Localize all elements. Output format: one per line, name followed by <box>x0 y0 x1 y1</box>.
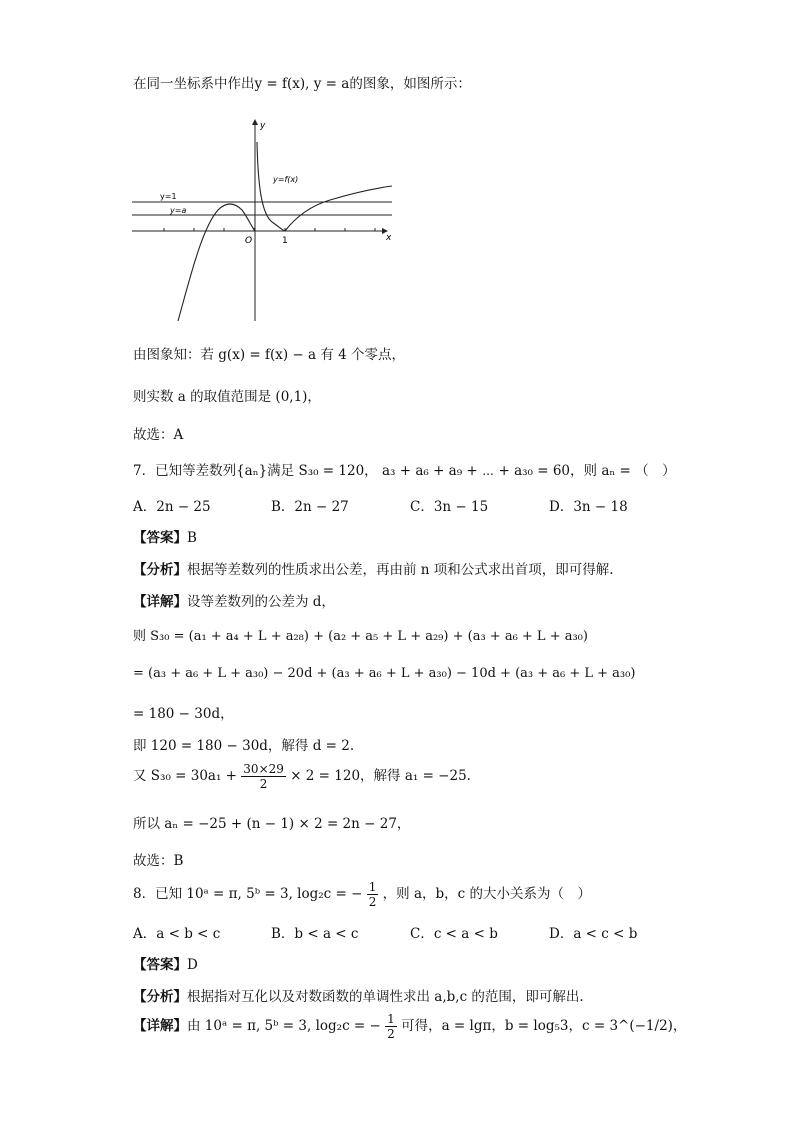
q8-analysis-line <box>133 985 584 1005</box>
q7-step-5-post: × 2 = 120，解得 a₁ = −25. <box>290 768 471 784</box>
q8-option-a: A．a < b < c <box>133 926 221 942</box>
label-x-axis: x <box>386 233 392 243</box>
q7-option-a: A．2n − 25 <box>133 499 211 515</box>
q7-step-5-num: 30×29 <box>243 762 284 776</box>
q7-step-3: = 180 − 30d， <box>133 706 234 722</box>
q7-step-2: = (a₃ + a₆ + L + a₃₀) − 20d + (a₃ + a₆ + L + a₃₀) − 10d + (a₃ + a₆ + L + a₃₀) <box>133 666 636 681</box>
q8-option-c: C．c < a < b <box>410 926 498 942</box>
q8-stem-post: ，则 a，b，c 的大小关系为（ ） <box>382 886 592 902</box>
q8-answer-line <box>133 953 198 973</box>
label-y-axis: y <box>260 121 266 131</box>
q7-option-d: D．3n − 18 <box>549 499 628 515</box>
q7-analysis: 根据等差数列的性质求出公差，再由前 n 项和公式求出首项，即可得解. <box>187 562 614 578</box>
q8-detail-num: 1 <box>387 1012 395 1026</box>
q8-detail-den: 2 <box>387 1027 395 1041</box>
q8-analysis-tag: 【分析】 <box>133 989 187 1005</box>
label-y1: y=1 <box>160 192 177 201</box>
q7-detail: 设等差数列的公差为 d， <box>187 594 335 610</box>
q7-step-5-fraction <box>241 762 286 791</box>
q8-detail-pre: 由 10ᵃ = π, 5ᵇ = 3, log₂c = − <box>187 1018 381 1034</box>
q7-option-c: C．3n − 15 <box>410 499 489 515</box>
q7-step-6: 所以 aₙ = −25 + (n − 1) × 2 = 2n − 27， <box>133 816 411 832</box>
q8-stem-pre: 8．已知 10ᵃ = π, 5ᵇ = 3, log₂c = − <box>133 886 363 902</box>
q7-stem: 7．已知等差数列{aₙ}满足 S₃₀ = 120， a₃ + a₆ + a₉ + ⋯ + a₃₀ = 60，则 aₙ = （ ） <box>133 463 676 479</box>
q7-analysis-tag: 【分析】 <box>133 562 187 578</box>
q7-step-5-pre: 又 S₃₀ = 30a₁ + <box>133 768 237 784</box>
q8-answer: D <box>187 957 198 973</box>
label-fx: y=f(x) <box>273 175 299 184</box>
conclusion-line-2: 则实数 a 的取值范围是 (0,1)， <box>133 389 321 405</box>
curve-left-branch <box>178 204 255 321</box>
q8-option-d: D．a < c < b <box>549 926 638 942</box>
q8-detail-tag: 【详解】 <box>133 1018 187 1034</box>
q7-step-1: 则 S₃₀ = (a₁ + a₄ + L + a₂₈) + (a₂ + a₅ + L + a₂₉) + (a₃ + a₆ + L + a₃₀) <box>133 629 588 644</box>
intro-line: 在同一坐标系中作出y = f(x), y = a的图象，如图所示： <box>133 76 471 92</box>
q7-answer-tag: 【答案】 <box>133 530 187 546</box>
q7-choice: 故选：B <box>133 853 184 869</box>
curve-mid-branch <box>257 142 285 231</box>
q8-answer-tag: 【答案】 <box>133 957 187 973</box>
q7-step-5-den: 2 <box>259 777 268 791</box>
q8-detail-post: 可得，a = lgπ，b = log₅3，c = 3^(−1/2)， <box>401 1018 687 1034</box>
q8-stem-den: 2 <box>368 895 377 909</box>
label-one: 1 <box>282 236 288 246</box>
q7-analysis-line <box>133 558 614 578</box>
q8-stem <box>133 880 591 909</box>
choice-q6: 故选：A <box>133 427 184 443</box>
q7-detail-line <box>133 590 335 610</box>
function-graph <box>130 118 398 324</box>
curve-right-branch <box>285 186 392 231</box>
q7-answer-line <box>133 526 197 546</box>
conclusion-line-1: 由图象知：若 g(x) = f(x) − a 有 4 个零点， <box>133 347 406 363</box>
q8-detail-fraction <box>385 1012 397 1041</box>
label-origin: O <box>245 236 253 246</box>
q8-detail-line <box>133 1012 686 1041</box>
label-ya: y=a <box>170 206 187 215</box>
q8-analysis: 根据指对互化以及对数函数的单调性求出 a,b,c 的范围，即可解出. <box>187 989 584 1005</box>
q7-step-4: 即 120 = 180 − 30d，解得 d = 2. <box>133 738 355 754</box>
q8-stem-num: 1 <box>368 880 377 894</box>
q7-answer: B <box>187 530 197 546</box>
q7-detail-tag: 【详解】 <box>133 594 187 610</box>
q8-option-b: B．b < a < c <box>271 926 359 942</box>
q7-step-5 <box>133 762 471 791</box>
q8-stem-fraction <box>367 880 379 909</box>
y-axis-arrow <box>252 119 258 125</box>
q7-option-b: B．2n − 27 <box>271 499 349 515</box>
